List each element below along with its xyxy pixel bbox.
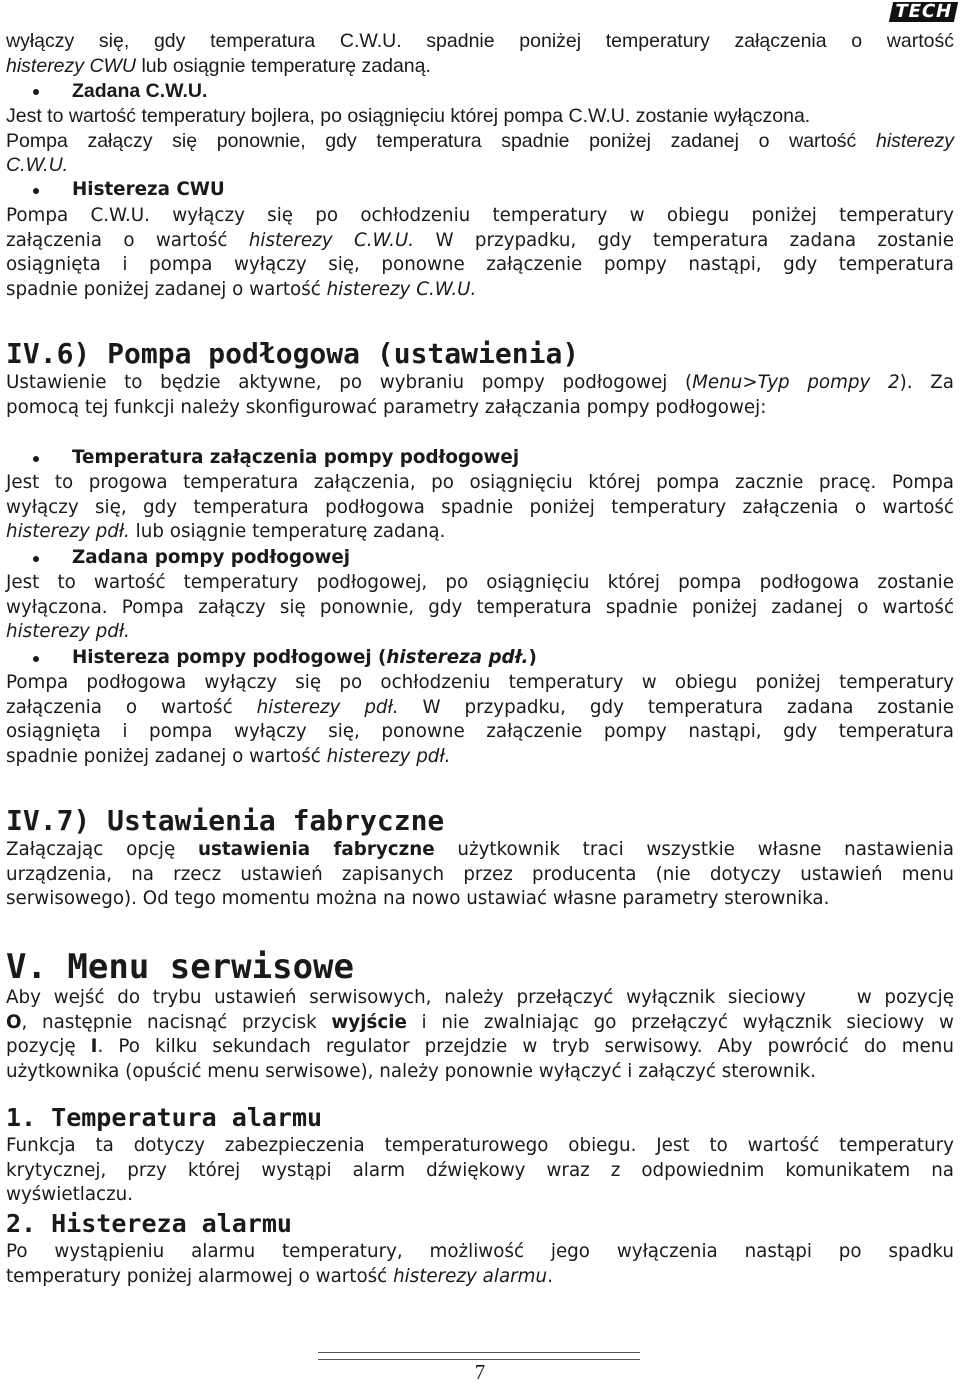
bullet-histereza-cwu	[6, 178, 954, 203]
page-number: 7	[474, 1360, 486, 1384]
text-line: Ustawienie to będzie aktywne, po wybraniu pompy podłogowej (Menu>Typ pompy 2). Za	[6, 372, 955, 393]
section-heading-iv7: IV.7) Ustawienia fabryczne	[6, 804, 445, 837]
chapter-heading-v: V. Menu serwisowe	[6, 947, 354, 987]
text-line: spadnie poniżej zadanej o wartość histerezy pdł.	[6, 745, 451, 767]
bullet-temp-zalaczenia	[6, 446, 954, 471]
text-line: urządzenia, na rzecz ustawień zapisanych przez producenta (nie dotyczy ustawień menu	[6, 863, 954, 885]
text-line: histerezy pdł. lub osiągnie temperaturę zadaną.	[6, 521, 446, 543]
text-line: wyłączy się, gdy temperatura C.W.U. spadnie poniżej temperatury załączenia o wartość	[6, 30, 954, 52]
text-line: histerezy CWU lub osiągnie temperaturę zadaną.	[6, 54, 431, 77]
text-line: serwisowego). Od tego momentu można na nowo ustawiać własne parametry sterownika.	[6, 888, 830, 910]
text-line: załączenia o wartość histerezy pdł. W przypadku, gdy temperatura zadana zostanie	[6, 696, 954, 718]
text-line: Funkcja ta dotyczy zabezpieczenia temperaturowego obiegu. Jest to wartość temperatury	[6, 1135, 954, 1156]
text-line: Jest to wartość temperatury bojlera, po osiągnięciu której pompa C.W.U. zostanie wyłączona.	[6, 105, 811, 127]
text-line: Aby wejść do trybu ustawień serwisowych, należy przełączyć wyłącznik sieciowy w pozycję	[6, 987, 954, 1008]
paragraph-histereza-pompy	[6, 671, 954, 769]
section-heading-iv6: IV.6) Pompa podłogowa (ustawienia)	[6, 337, 580, 370]
text-line: Jest to progowa temperatura załączenia, po osiągnięciu której pompa zacznie pracę. Pompa	[6, 472, 954, 493]
paragraph-temp-zalaczenia	[6, 471, 954, 545]
text-line: wyświetlaczu.	[6, 1184, 134, 1206]
footer-divider	[318, 1352, 640, 1360]
paragraph-cwu-intro	[6, 29, 954, 78]
text-line: osiągnięta i pompa wyłączy się, ponowne załączenie pompy nastąpi, gdy temperatura	[6, 721, 954, 743]
text-line: histerezy pdł.	[6, 621, 130, 643]
text-line: spadnie poniżej zadanej o wartość histerezy C.W.U.	[6, 278, 477, 300]
text-line: O, następnie nacisnąć przycisk wyjście i nie zwalniając go przełączyć wyłącznik sieciowy w	[6, 1011, 954, 1033]
text-line: Pompa załączy się ponownie, gdy temperatura spadnie poniżej zadanej o wartość histerezy	[6, 129, 954, 152]
text-line: wyłączona. Pompa załączy się ponownie, gdy temperatura spadnie poniżej zadanej o wartość	[6, 596, 954, 618]
paragraph-zadana-pompy	[6, 571, 954, 645]
bullet-item: Temperatura załączenia pompy podłogowej	[6, 446, 954, 471]
text-line: Po wystąpieniu alarmu temperatury, możliwość jego wyłączenia nastąpi po spadku	[6, 1241, 954, 1262]
text-line: temperatury poniżej alarmowej o wartość histerezy alarmu.	[6, 1265, 553, 1287]
bullet-zadana-cwu	[6, 79, 954, 104]
paragraph-iv6-intro	[6, 371, 954, 420]
text-line: pomocą tej funkcji należy skonfigurować parametry załączania pompy podłogowej:	[6, 396, 767, 418]
bullet-item: Histereza CWU	[6, 178, 954, 203]
tech-logo: TECH	[889, 2, 958, 22]
bullet-item: Histereza pompy podłogowej (histereza pdł.)	[6, 646, 954, 671]
paragraph-menu-serwisowe	[6, 986, 954, 1084]
heading-histereza-alarmu: 2. Histereza alarmu	[6, 1209, 292, 1238]
text-line: Załączając opcję ustawienia fabryczne użytkownik traci wszystkie własne nastawienia	[6, 839, 954, 860]
text-line: wyłączy się, gdy temperatura podłogowa spadnie poniżej temperatury załączenia o wartość	[6, 496, 954, 518]
paragraph-histereza-alarmu	[6, 1240, 954, 1289]
text-line: Pompa C.W.U. wyłączy się po ochłodzeniu temperatury w obiegu poniżej temperatury	[6, 205, 954, 226]
paragraph-zadana-cwu	[6, 104, 954, 178]
text-line: C.W.U.	[6, 154, 69, 177]
heading-temperatura-alarmu: 1. Temperatura alarmu	[6, 1103, 323, 1132]
text-line: osiągnięta i pompa wyłączy się, ponowne załączenie pompy nastąpi, gdy temperatura	[6, 254, 954, 276]
text-line: Pompa podłogowa wyłączy się po ochłodzeniu temperatury w obiegu poniżej temperatury	[6, 672, 954, 693]
paragraph-iv7	[6, 838, 954, 912]
bullet-zadana-pompy	[6, 546, 954, 571]
text-line: załączenia o wartość histerezy C.W.U. W przypadku, gdy temperatura zadana zostanie	[6, 229, 954, 251]
text-line: krytycznej, przy której wystąpi alarm dźwiękowy wraz z odpowiednim komunikatem na	[6, 1159, 954, 1181]
text-line: pozycję I. Po kilku sekundach regulator przejdzie w tryb serwisowy. Aby powrócić do menu	[6, 1036, 954, 1058]
bullet-item: Zadana pompy podłogowej	[6, 546, 954, 571]
paragraph-histereza-cwu	[6, 204, 954, 302]
paragraph-temperatura-alarmu	[6, 1134, 954, 1208]
text-line: Jest to wartość temperatury podłogowej, po osiągnięciu której pompa podłogowa zostanie	[6, 572, 954, 593]
text-line: użytkownika (opuścić menu serwisowe), należy ponownie wyłączyć i załączyć sterownik.	[6, 1060, 816, 1082]
bullet-histereza-pompy	[6, 646, 954, 671]
bullet-item: Zadana C.W.U.	[6, 79, 954, 104]
